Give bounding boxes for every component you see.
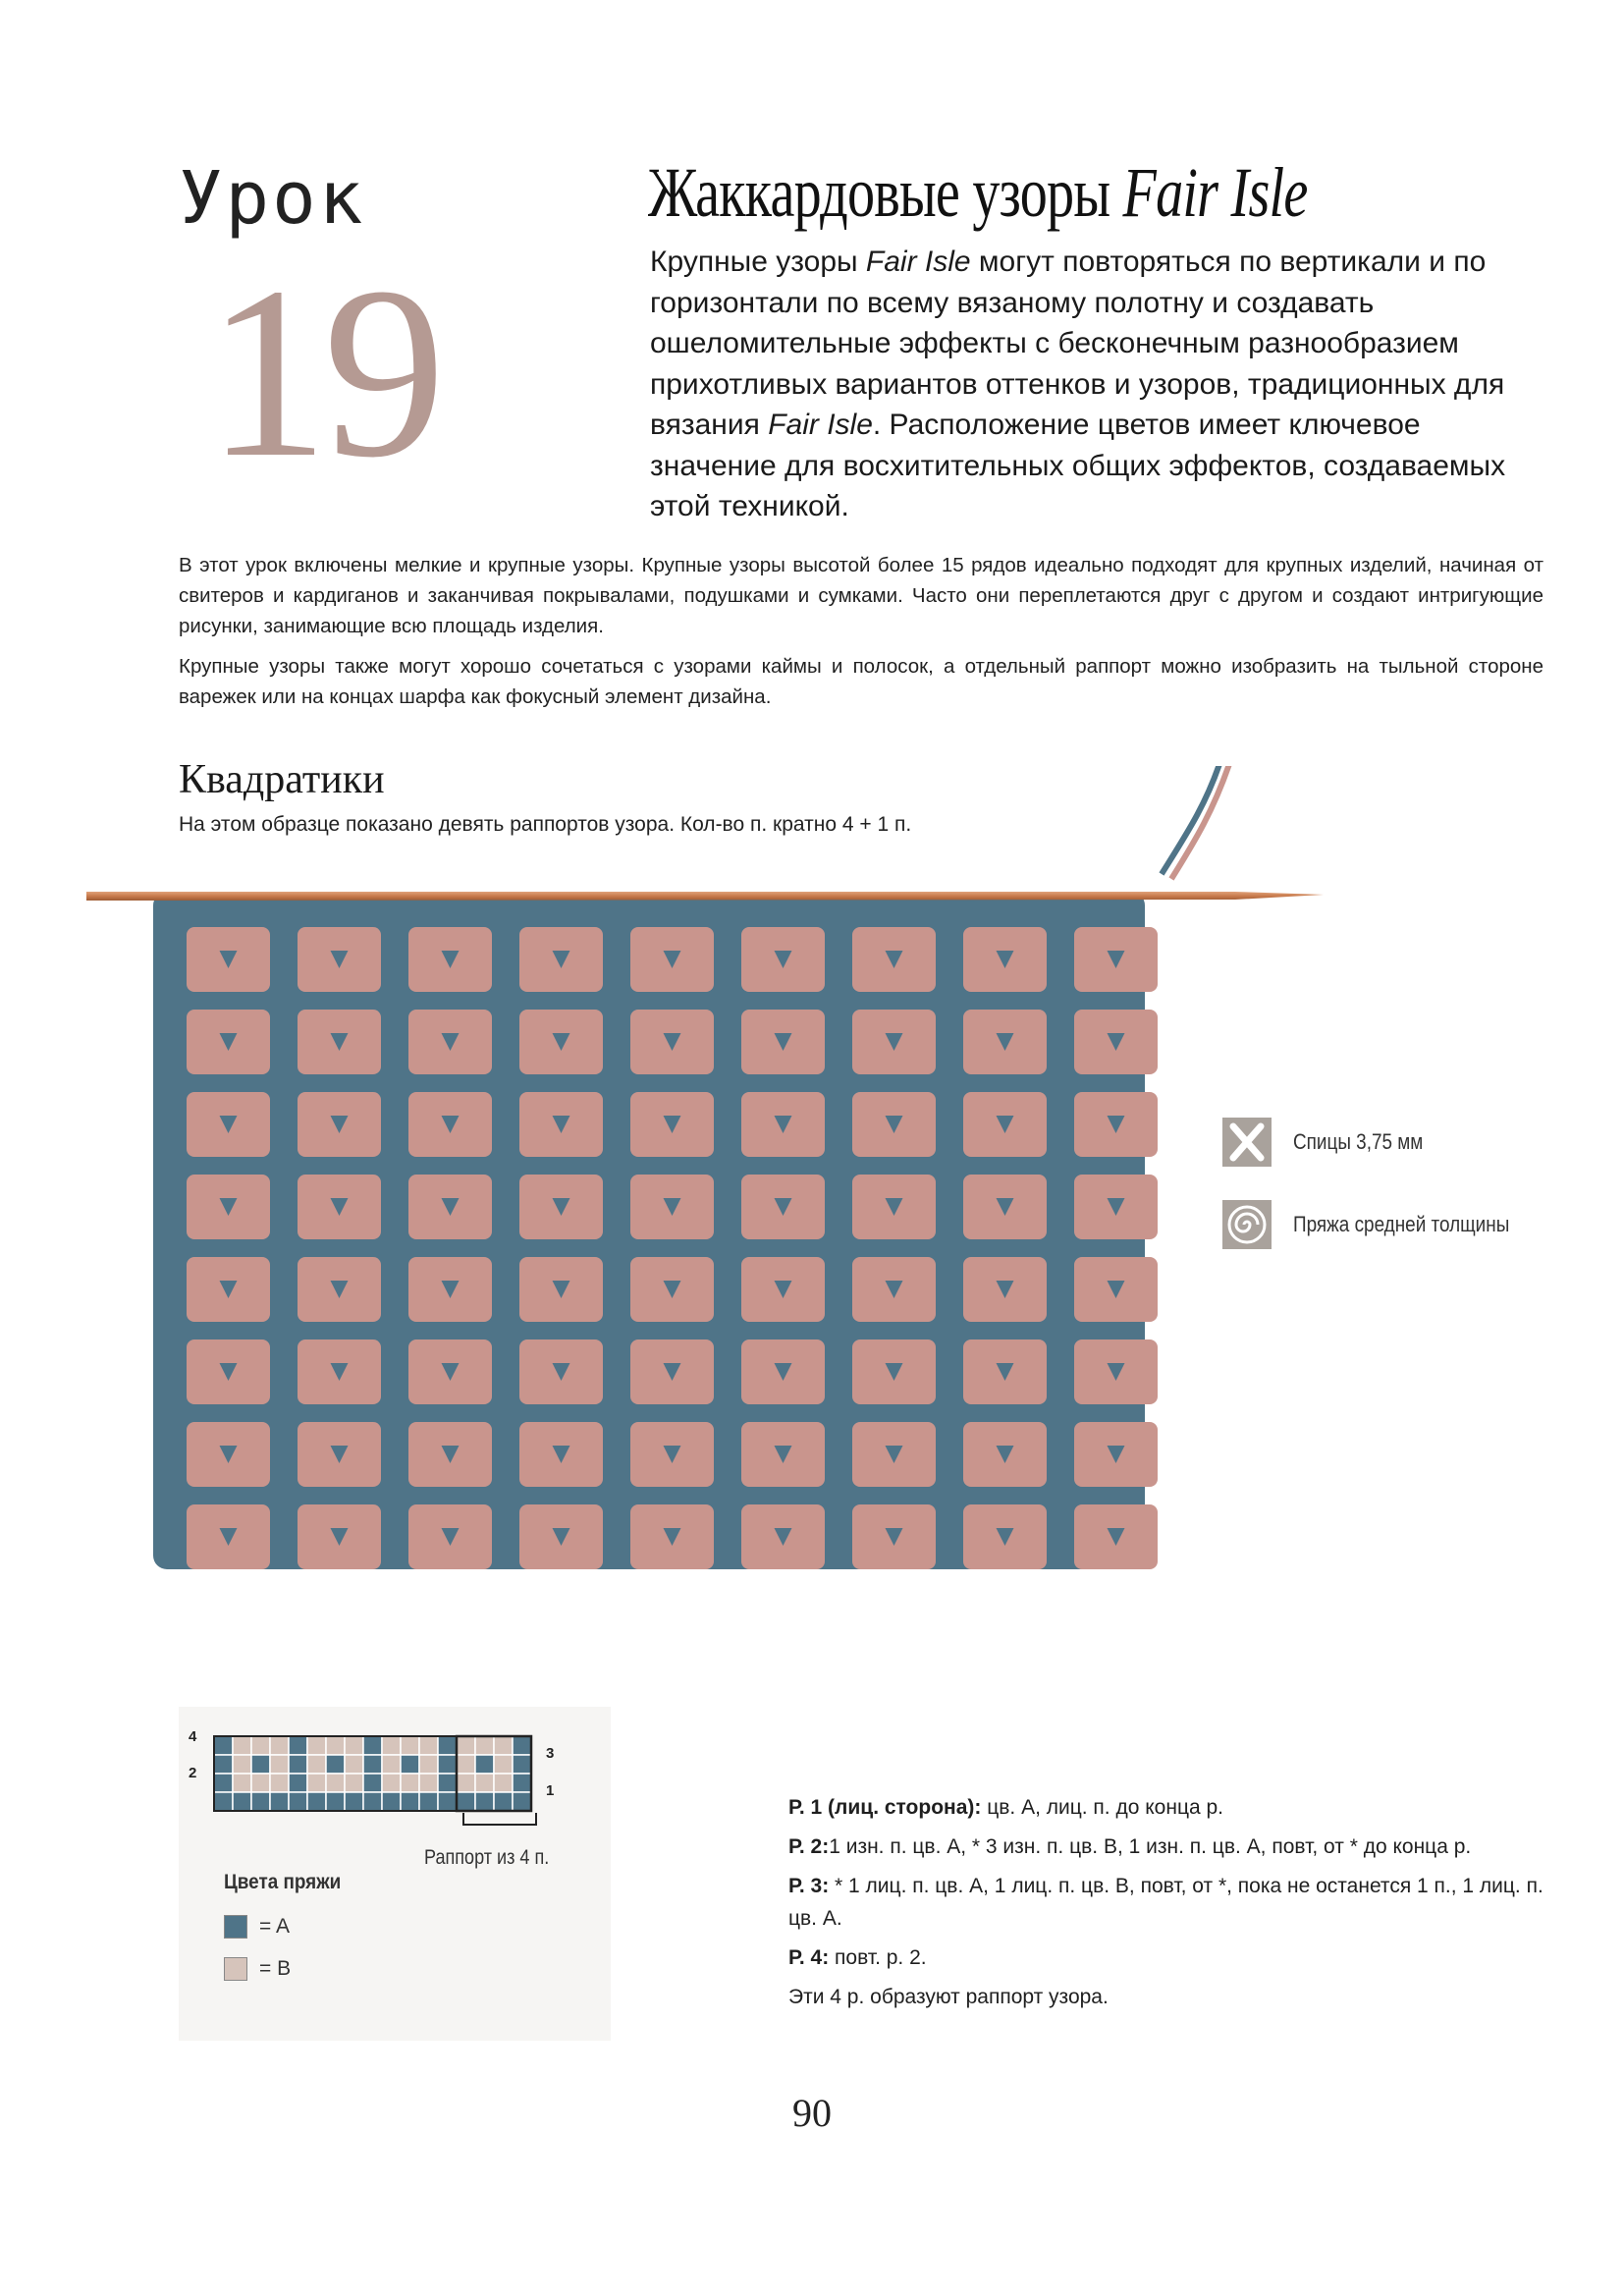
chart-cell <box>419 1774 438 1792</box>
chart-cell <box>382 1755 401 1774</box>
chart-cell <box>401 1774 419 1792</box>
chart-cell <box>289 1774 307 1792</box>
row-number-3: 3 <box>546 1745 555 1762</box>
lesson-label: Урок <box>179 156 366 241</box>
chart-cell <box>438 1736 457 1755</box>
chart-cell <box>270 1774 289 1792</box>
chart-cell <box>457 1755 475 1774</box>
chart-cell <box>363 1774 382 1792</box>
chart-cell <box>475 1736 494 1755</box>
spec-yarn <box>1222 1200 1544 1249</box>
row-number-4: 4 <box>189 1728 197 1745</box>
intro-italic-1: Fair Isle <box>865 246 971 278</box>
section-title: Квадратики <box>179 757 385 802</box>
legend-title: Цвета пряжи <box>224 1871 342 1893</box>
knitting-needle <box>86 892 1324 901</box>
chart-cell <box>345 1774 363 1792</box>
chart-cell <box>494 1755 513 1774</box>
needles-icon <box>1222 1118 1272 1167</box>
repeat-bracket <box>463 1813 536 1825</box>
chart-cell <box>251 1755 270 1774</box>
instruction-row-1 <box>788 1791 1554 1824</box>
intro-part-2: могут повторяться по вертикали и по горизонтали по всему вязаному полотну и создавать ошеломительные эффекты с бесконечным разнообразием прихотливых вариантов оттенков и узоров, традиционных для вязания <box>650 246 1505 441</box>
yarn-tail-a <box>1162 766 1220 874</box>
chart-cell <box>363 1792 382 1811</box>
chart-cell <box>457 1736 475 1755</box>
chart-cell <box>363 1736 382 1755</box>
chart-cell <box>419 1792 438 1811</box>
lesson-number: 19 <box>206 237 440 509</box>
instruction-row-1-label: Р. 1 (лиц. сторона): <box>788 1796 982 1819</box>
chart-cell <box>419 1755 438 1774</box>
body-paragraph-2: Крупные узоры также могут хорошо сочетаться с узорами каймы и полосок, а отдельный раппорт можно изобразить на тыльной стороне варежек или на концах шарфа как фокусный элемент дизайна. <box>179 655 1543 708</box>
chart-cell <box>326 1736 345 1755</box>
yarn-ball-icon <box>1222 1200 1272 1249</box>
chart-cell <box>289 1755 307 1774</box>
chart-cell <box>494 1774 513 1792</box>
row-number-1: 1 <box>546 1782 555 1799</box>
chart-cell <box>345 1755 363 1774</box>
chart-cell <box>382 1774 401 1792</box>
legend-item-b <box>224 1957 291 1981</box>
chart-cell <box>457 1792 475 1811</box>
chart-cell <box>233 1774 251 1792</box>
row-instructions <box>788 1791 1554 2020</box>
instruction-row-2 <box>788 1831 1554 1863</box>
chart-cell <box>513 1792 531 1811</box>
chart-cell <box>475 1792 494 1811</box>
chart-cell <box>475 1774 494 1792</box>
chart-cell <box>382 1736 401 1755</box>
instruction-row-3-label: Р. 3: <box>788 1875 830 1897</box>
intro-part-3: . Расположение цветов имеет ключевое значение для восхитительных общих эффектов, создаваемых этой техникой. <box>650 409 1506 522</box>
chart-cell <box>438 1774 457 1792</box>
chart-cell <box>513 1755 531 1774</box>
chart-cell <box>326 1792 345 1811</box>
chart-cell <box>494 1792 513 1811</box>
chart-cell <box>401 1792 419 1811</box>
chart-cell <box>251 1774 270 1792</box>
chart-cell <box>438 1755 457 1774</box>
chart-cell <box>270 1792 289 1811</box>
chart-cell <box>438 1792 457 1811</box>
instruction-row-4-text: повт. р. 2. <box>829 1946 927 1969</box>
chart-cell <box>233 1736 251 1755</box>
chart-cell <box>214 1774 233 1792</box>
body-paragraph-1: В этот урок включены мелкие и крупные узоры. Крупные узоры высотой более 15 рядов идеально подходят для крупных изделий, начиная от свитеров и кардиганов и заканчивая покрывалами, подушками и сумками. Часто они переплетаются друг с другом и создают интригующие рисунки, занимающие всю площадь изделия. <box>179 554 1543 637</box>
chart-cell <box>233 1755 251 1774</box>
title-main: Жаккардовые узоры <box>648 153 1123 232</box>
chart-cell <box>289 1736 307 1755</box>
legend-swatch-a <box>224 1915 247 1939</box>
chart-cell <box>307 1792 326 1811</box>
chart-cell <box>345 1736 363 1755</box>
chart-cell <box>326 1774 345 1792</box>
chart-cell <box>270 1736 289 1755</box>
chart-cell <box>401 1755 419 1774</box>
chart-cell <box>513 1774 531 1792</box>
intro-paragraph <box>650 242 1553 527</box>
chart-cell <box>326 1755 345 1774</box>
chart-cell <box>419 1736 438 1755</box>
section-description: На этом образце показано девять раппортов узора. Кол-во п. кратно 4 + 1 п. <box>179 813 912 836</box>
instruction-row-1-text: цв. А, лиц. п. до конца р. <box>981 1796 1223 1819</box>
instruction-row-2-label: Р. 2: <box>788 1835 830 1858</box>
spec-needles-label: Спицы 3,75 мм <box>1293 1129 1424 1154</box>
spec-needles <box>1222 1118 1444 1167</box>
instruction-row-4 <box>788 1941 1554 1974</box>
chart-cell <box>307 1774 326 1792</box>
chart-cell <box>233 1792 251 1811</box>
chart-cell <box>270 1755 289 1774</box>
instruction-row-3-text: * 1 лиц. п. цв. А, 1 лиц. п. цв. В, повт, от *, пока не останется 1 п., 1 лиц. п. цв. А. <box>788 1875 1543 1930</box>
chart-cell <box>214 1792 233 1811</box>
title-italic: Fair Isle <box>1122 153 1308 232</box>
page-number: 90 <box>792 2091 832 2135</box>
chart-cell <box>475 1755 494 1774</box>
chart-cell <box>401 1736 419 1755</box>
legend-label-a: = A <box>259 1915 290 1938</box>
page-title <box>648 153 1308 232</box>
swatch-knit-grid <box>153 892 1158 1569</box>
chart-cell <box>251 1792 270 1811</box>
chart-cell <box>382 1792 401 1811</box>
chart-cell <box>494 1736 513 1755</box>
legend-item-a <box>224 1915 290 1939</box>
yarn-tail-b <box>1171 766 1230 879</box>
chart-cell <box>289 1792 307 1811</box>
chart-cell <box>513 1736 531 1755</box>
legend-swatch-b <box>224 1957 247 1981</box>
legend-label-b: = B <box>259 1957 292 1980</box>
chart-cell <box>363 1755 382 1774</box>
repeat-label: Раппорт из 4 п. <box>424 1846 550 1869</box>
chart-cell <box>307 1736 326 1755</box>
chart-cell <box>307 1755 326 1774</box>
instruction-row-4-label: Р. 4: <box>788 1946 830 1969</box>
instruction-row-2-text: 1 изн. п. цв. А, * 3 изн. п. цв. В, 1 изн. п. цв. А, повт, от * до конца р. <box>829 1835 1472 1858</box>
instruction-row-3 <box>788 1870 1554 1935</box>
chart-cell <box>251 1736 270 1755</box>
row-number-2: 2 <box>189 1765 197 1781</box>
chart-cell <box>214 1736 233 1755</box>
spec-yarn-label: Пряжа средней толщины <box>1293 1212 1510 1236</box>
instruction-closing: Эти 4 р. образуют раппорт узора. <box>788 1986 1109 2008</box>
chart-cell <box>457 1774 475 1792</box>
chart-cell <box>214 1755 233 1774</box>
intro-part-1: Крупные узоры <box>650 246 866 278</box>
chart-cell <box>345 1792 363 1811</box>
intro-italic-2: Fair Isle <box>768 409 873 441</box>
